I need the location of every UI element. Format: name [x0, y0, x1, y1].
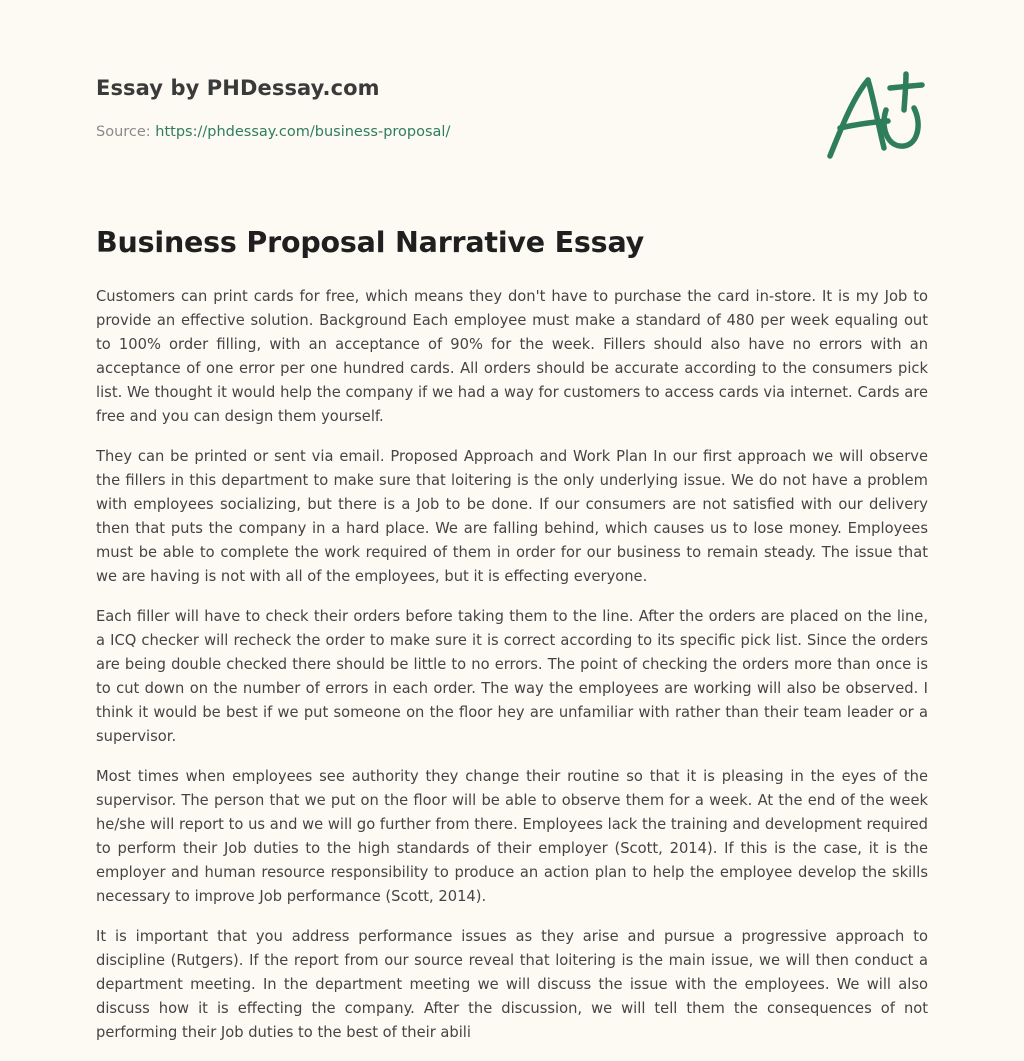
source-link[interactable]: https://phdessay.com/business-proposal/ [155, 124, 451, 140]
source-line [96, 124, 450, 140]
essay-paragraph: Each filler will have to check their orders before taking them to the line. After the orders are placed on the line, a ICQ checker will recheck the order to make sure it is correct according to its specific pick list. Since the orders are being double checked there should be little to no errors. The point of checking the orders more than once is to cut down on the number of errors in each order. The way the employees are working will also be observed. I think it would be best if we put someone on the floor hey are unfamiliar with rather than their team leader or a supervisor. [96, 608, 928, 745]
essay-paragraph: They can be printed or sent via email. Proposed Approach and Work Plan In our first approach we will observe the fillers in this department to make sure that loitering is the only underlying issue. We do not have a problem with employees socializing, but there is a Job to be done. If our consumers are not satisfied with our delivery then that puts the company in a hard place. We are falling behind, which causes us to lose money. Employees must be able to complete the work required of them in order for our business to remain steady. The issue that we are having is not with all of the employees, but it is effecting everyone. [96, 448, 928, 585]
essay-paragraph: Most times when employees see authority they change their routine so that it is pleasing in the eyes of the supervisor. The person that we put on the floor will be able to observe them for a week. At the end of the week he/she will report to us and we will go further from there. Employees lack the training and development required to perform their Job duties to the high standards of their employer (Scott, 2014). If this is the case, it is the employer and human resource responsibility to produce an action plan to help the employee develop the skills necessary to improve Job performance (Scott, 2014). [96, 768, 928, 905]
essay-title: Business Proposal Narrative Essay [96, 226, 644, 259]
essay-paragraph: It is important that you address performance issues as they arise and pursue a progressive approach to discipline (Rutgers). If the report from our source reveal that loitering is the main issue, we will then conduct a department meeting. In the department meeting we will discuss the issue with the employees. We will also discuss how it is effecting the company. After the discussion, we will tell them the consequences of not performing their Job duties to the best of their abili [96, 928, 928, 1041]
a-plus-grade-icon [824, 66, 928, 166]
site-brand: Essay by PHDessay.com [96, 76, 380, 100]
source-label: Source: [96, 124, 156, 140]
essay-paragraph: Customers can print cards for free, which means they don't have to purchase the card in-store. It is my Job to provide an effective solution. Background Each employee must make a standard of 480 per week equaling out to 100% order filling, with an acceptance of 90% for the week. Fillers should also have no errors with an acceptance of one error per one hundred cards. All orders should be accurate according to the consumers pick list. We thought it would help the company if we had a way for customers to access cards via internet. Cards are free and you can design them yourself. [96, 288, 928, 425]
essay-body [96, 285, 928, 1061]
